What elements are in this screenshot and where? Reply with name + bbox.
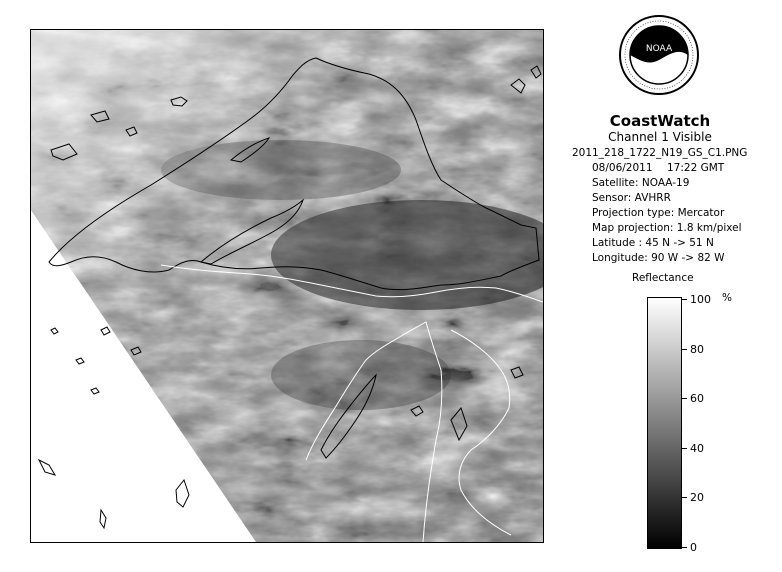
satellite-image xyxy=(30,29,544,543)
satellite: Satellite: NOAA-19 xyxy=(592,177,690,189)
colorbar-tick-label: 60 xyxy=(690,392,704,406)
colorbar-tick-label: 40 xyxy=(690,441,704,455)
colorbar-tick xyxy=(682,547,687,548)
colorbar-tick xyxy=(682,398,687,399)
noaa-logo xyxy=(618,14,700,96)
colorbar-tick-label: 20 xyxy=(690,491,704,505)
colorbar-unit: % xyxy=(722,292,732,304)
filename: 2011_218_1722_N19_GS_C1.PNG xyxy=(572,147,748,159)
date: 08/06/2011 xyxy=(592,162,653,174)
colorbar-tick xyxy=(682,299,687,300)
svg-text:NOAA: NOAA xyxy=(645,44,673,54)
cloud-imagery xyxy=(31,30,543,542)
colorbar-tick-label: 100 xyxy=(690,293,711,306)
channel-title: Channel 1 Visible xyxy=(608,130,712,144)
time: 17:22 GMT xyxy=(667,162,725,174)
colorbar-tick-label: 80 xyxy=(690,342,704,356)
colorbar-tick xyxy=(682,448,687,449)
colorbar-tick xyxy=(682,497,687,498)
longitude: Longitude: 90 W -> 82 W xyxy=(592,252,725,264)
colorbar-tick xyxy=(682,349,687,350)
colorbar-title: Reflectance xyxy=(632,272,694,284)
projection-type: Projection type: Mercator xyxy=(592,207,725,219)
colorbar-tick-label: 0 xyxy=(690,541,697,554)
map-projection: Map projection: 1.8 km/pixel xyxy=(592,222,742,234)
latitude: Latitude : 45 N -> 51 N xyxy=(592,237,714,249)
colorbar xyxy=(647,297,682,549)
product-title: CoastWatch xyxy=(609,112,711,130)
sensor: Sensor: AVHRR xyxy=(592,192,671,204)
